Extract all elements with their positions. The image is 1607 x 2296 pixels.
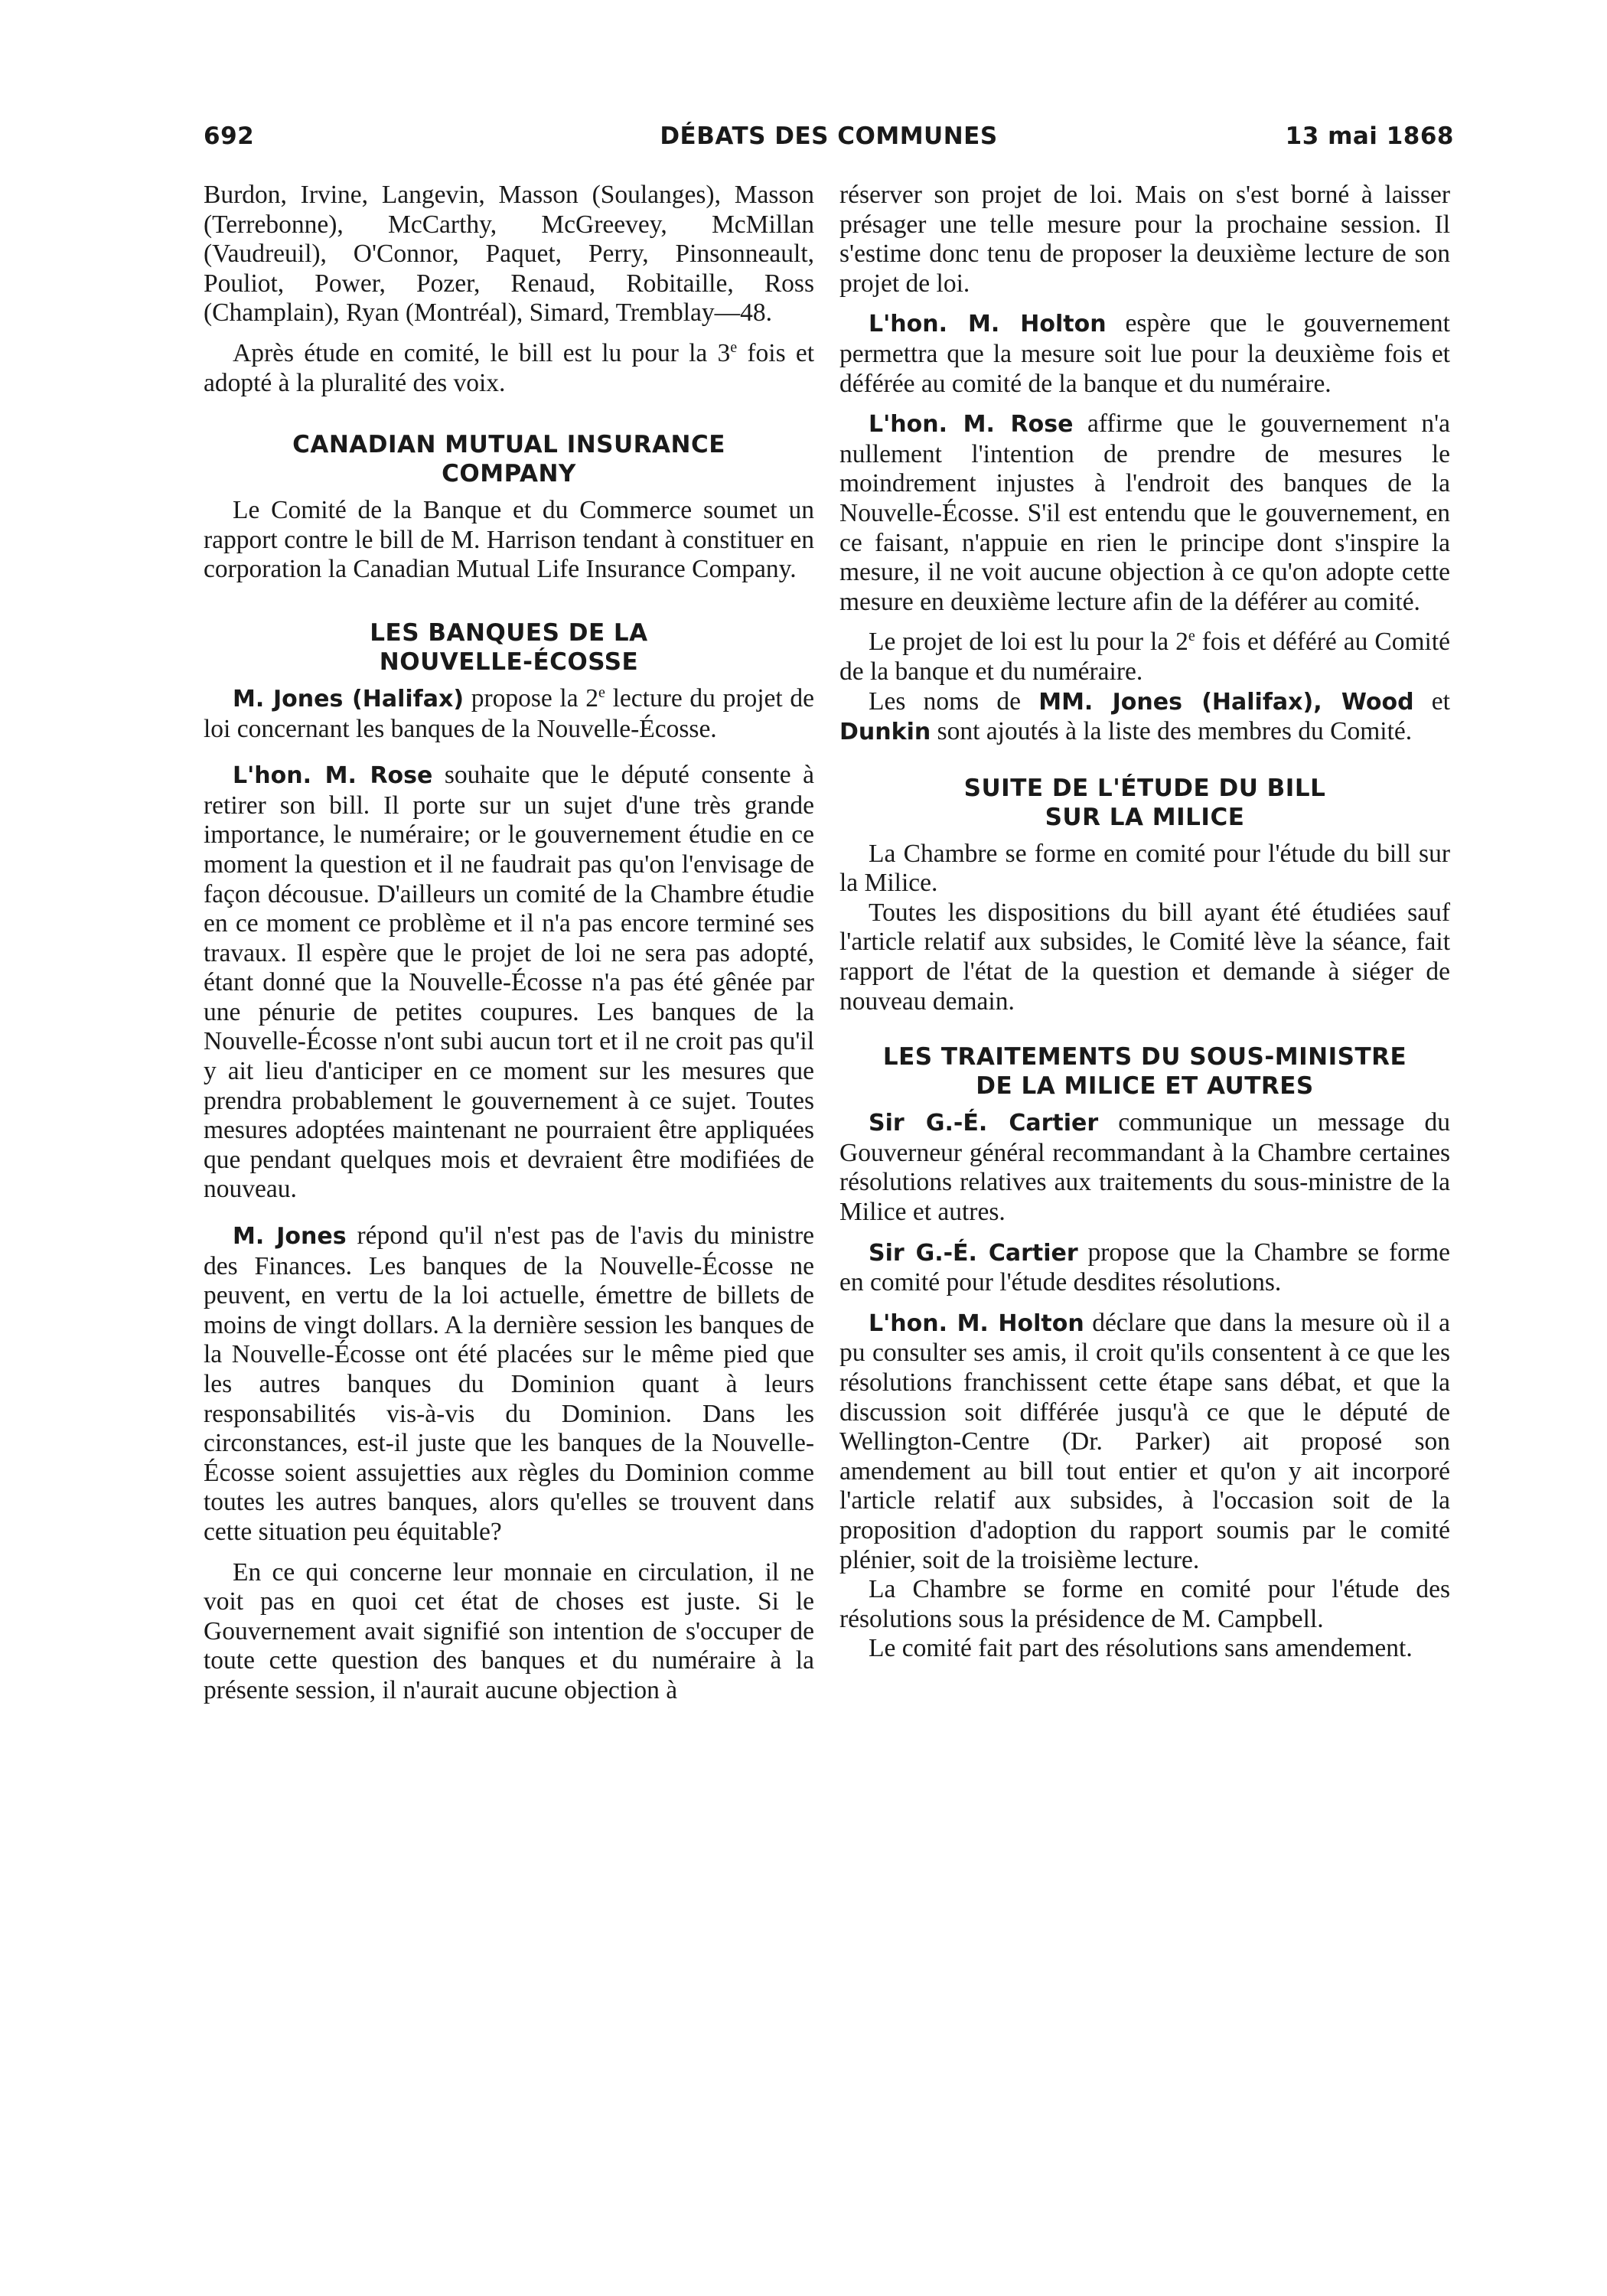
text: Après étude en comité, le bill est lu pour la 3: [233, 338, 731, 367]
text: lecture du projet de loi concernant les banques de la Nouvelle-Écosse.: [204, 683, 814, 743]
paragraph: réserver son projet de loi. Mais on s'est borné à laisser présager une telle mesure pour la prochaine session. Il s'estime donc tenu de proposer la deuxième lecture de son projet de loi.: [839, 181, 1450, 298]
text: et: [1413, 687, 1450, 716]
paragraph: [839, 409, 1450, 617]
speaker-name: L'hon. M. Rose: [869, 411, 1074, 439]
paragraph: En ce qui concerne leur monnaie en circulation, il ne voit pas en quoi cet état de choses est juste. Si le Gouvernement avait signifié son intention de s'occuper de toute cette question des banques et du numéraire à la présente session, il n'aurait aucune objection à: [204, 1557, 814, 1704]
text: fois et déféré au Comité de la banque et du numéraire.: [839, 628, 1450, 686]
section-heading: [839, 1042, 1450, 1101]
speaker-name: L'hon. M. Rose: [233, 762, 433, 790]
member-names: MM. Jones (Halifax), Wood: [1038, 688, 1414, 716]
paragraph: Toutes les dispositions du bill ayant été étudiées sauf l'article relatif aux subsides, le Comité lève la séance, fait rapport de l'état de la question et demande à siéger de nouveau demain.: [839, 898, 1450, 1016]
text: espère que le gouvernement permettra que la mesure soit lue pour la deuxième fois et déférée au comité de la banque et du numéraire.: [839, 309, 1450, 398]
superscript: e: [598, 683, 605, 701]
heading-line: SUITE DE L'ÉTUDE DU BILL: [963, 774, 1326, 802]
paragraph: La Chambre se forme en comité pour l'étude des résolutions sous la présidence de M. Campbell.: [839, 1575, 1450, 1633]
paragraph: Le comité fait part des résolutions sans amendement.: [869, 1634, 1413, 1663]
heading-line: CANADIAN MUTUAL INSURANCE: [292, 431, 725, 459]
text: Les noms de: [869, 687, 1039, 716]
page-date: 13 mai 1868: [1285, 122, 1454, 150]
paragraph: [839, 1108, 1450, 1227]
heading-line: NOUVELLE-ÉCOSSE: [379, 647, 639, 676]
page-number: 692: [204, 122, 255, 150]
superscript: e: [1188, 628, 1195, 645]
speaker-name: L'hon. M. Holton: [869, 1309, 1084, 1337]
superscript: e: [730, 338, 738, 356]
member-names: Dunkin: [839, 719, 931, 746]
paragraph: [839, 309, 1450, 399]
vote-list-paragraph: Burdon, Irvine, Langevin, Masson (Soulanges), Masson (Terrebonne), McCarthy, McGreevey, McMillan (Vaudreuil), O'Connor, Paquet, Perry, Pinsonneault, Pouliot, Power, Pozer, Renaud, Robitaille, Ross (Champlain), Ryan (Montréal), Simard, Tremblay—48.: [204, 181, 814, 328]
speaker-name: M. Jones: [233, 1223, 347, 1251]
text: propose la 2: [464, 683, 599, 713]
section-heading: [839, 774, 1450, 832]
speaker-name: Sir G.-É. Cartier: [869, 1110, 1099, 1137]
text: communique un message du Gouverneur général recommandant à la Chambre certaines résolutions relatives aux traitements du sous-ministre de la Milice et autres.: [839, 1108, 1450, 1227]
section-heading: [204, 618, 814, 677]
heading-line: LES BANQUES DE LA: [370, 618, 648, 647]
text: répond qu'il n'est pas de l'avis du ministre des Finances. Les banques de la Nouvelle-Écosse ne peuvent, en vertu de la loi actuelle, émettre de billets de moins de vingt dollars. A la dernière session les banques de la Nouvelle-Écosse ont été placées sur le même pied que les autres banques du Dominion quant à leurs responsabilités vis-à-vis du Dominion. Dans les circonstances, est-il juste que les banques de la Nouvelle-Écosse soient assujetties aux règles du Dominion comme toutes les autres banques, alors qu'elles se trouvent dans cette situation peu équitable?: [204, 1221, 814, 1546]
page-title: DÉBATS DES COMMUNES: [660, 122, 998, 150]
paragraph: [839, 628, 1450, 687]
text: fois et adopté à la pluralité des voix.: [204, 338, 814, 397]
running-header: [204, 122, 1454, 161]
text: affirme que le gouvernement n'a nullement l'intention de prendre de mesures le moindrement injustes à l'endroit des banques de la Nouvelle-Écosse. S'il est entendu que le gouvernement, en ce faisant, n'appuie en rien le principe dont s'inspire la mesure, il ne voit aucune objection à ce qu'on adopte cette mesure en deuxième lecture afin de la déférer au comité.: [839, 409, 1450, 616]
heading-line: COMPANY: [442, 460, 576, 488]
paragraph: [839, 687, 1450, 748]
text: propose que la Chambre se forme en comité pour l'étude desdites résolutions.: [839, 1238, 1450, 1297]
speaker-name: Sir G.-É. Cartier: [869, 1239, 1078, 1267]
heading-line: LES TRAITEMENTS DU SOUS-MINISTRE: [882, 1043, 1407, 1071]
paragraph: [839, 1309, 1450, 1575]
paragraph: [204, 339, 814, 398]
paragraph: [839, 1238, 1450, 1298]
text: déclare que dans la mesure où il a pu consulter ses amis, il croit qu'ils consentent à ce que les résolutions franchissent cette étape sans débat, et que la discussion soit différée jusqu'à ce que le député de Wellington-Centre (Dr. Parker) ait proposé son amendement au bill tout entier et qu'on y ait incorporé l'article relatif aux subsides, à l'occasion soit de la proposition d'adoption du rapport soumis par le comité plénier, soit de la troisième lecture.: [839, 1308, 1450, 1574]
text: souhaite que le député consente à retirer son bill. Il porte sur un sujet d'une très grande importance, le numéraire; or le gouvernement étudie en ce moment la question et il ne faudrait pas qu'on l'envisage de façon décousue. D'ailleurs un comité de la Chambre étudie en ce moment ce problème et il n'a pas encore terminé ses travaux. Il espère que le projet de loi ne sera pas adopté, étant donné que la Nouvelle-Écosse n'a pas été gênée par une pénurie de petites coupures. Les banques de la Nouvelle-Écosse n'ont subi aucun tort et il ne croit pas qu'il y ait lieu d'anticiper en ce moment sur les mesures que prendra probablement le gouvernement à ce sujet. Toutes mesures adoptées maintenant ne pourraient être appliquées que pendant quelques mois et devraient être modifiées de nouveau.: [204, 761, 814, 1204]
section-heading: [204, 430, 814, 488]
heading-line: DE LA MILICE ET AUTRES: [976, 1072, 1314, 1101]
text: sont ajoutés à la liste des membres du Comité.: [931, 717, 1413, 746]
paragraph: La Chambre se forme en comité pour l'étude du bill sur la Milice.: [839, 839, 1450, 898]
left-column: [204, 181, 814, 1717]
speaker-name: L'hon. M. Holton: [869, 311, 1107, 338]
speaker-name: M. Jones (Halifax): [233, 685, 464, 713]
paragraph: Le Comité de la Banque et du Commerce soumet un rapport contre le bill de M. Harrison tendant à constituer en corporation la Canadian Mutual Life Insurance Company.: [204, 496, 814, 584]
paragraph: [204, 684, 814, 744]
paragraph: [204, 761, 814, 1205]
right-column: [839, 181, 1450, 1675]
text: Le projet de loi est lu pour la 2: [869, 628, 1188, 657]
heading-line: SUR LA MILICE: [1045, 803, 1245, 831]
paragraph: [204, 1221, 814, 1548]
